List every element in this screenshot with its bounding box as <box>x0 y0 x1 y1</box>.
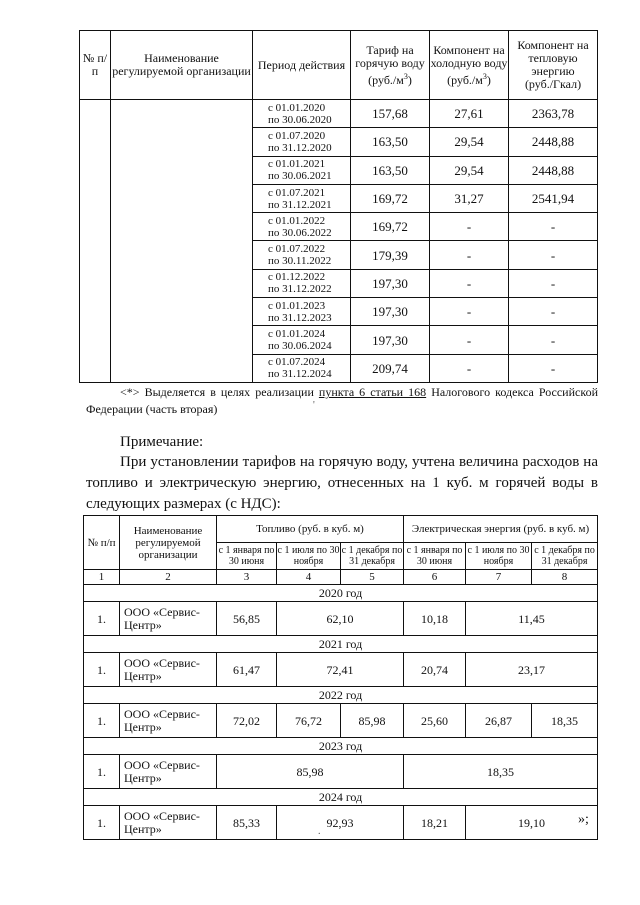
table-row <box>84 602 598 636</box>
elec-value: 26,87 <box>466 704 532 738</box>
header-heat <box>509 31 598 100</box>
year-label: 2022 год <box>84 687 598 704</box>
year-row <box>84 585 598 602</box>
org-name: ООО «Сервис-Центр» <box>120 653 217 687</box>
column-number: 6 <box>404 570 466 585</box>
header-tariff-unit: (руб./м <box>368 72 404 87</box>
tariff-table-header <box>80 31 598 100</box>
cold-value: 31,27 <box>430 184 509 212</box>
footnote-link[interactable]: пункта 6 статьи 168 <box>318 385 427 399</box>
fuel-value: 76,72 <box>277 704 341 738</box>
elec-value: 20,74 <box>404 653 466 687</box>
header-heat-unit: (руб./Гкал) <box>524 77 582 91</box>
tariff-value: 169,72 <box>351 184 430 212</box>
year-label: 2024 год <box>84 789 598 806</box>
costs-header-fuel: Топливо (руб. в куб. м) <box>217 516 404 543</box>
column-number: 5 <box>341 570 404 585</box>
header-tariff-main: Тариф на горячую воду <box>355 42 425 70</box>
footnote-suffix: Налогового кодекса Российской Федерации (часть вторая) <box>86 385 598 416</box>
heat-value: 2363,78 <box>509 100 598 128</box>
elec-value: 25,60 <box>404 704 466 738</box>
heat-value: 2541,94 <box>509 184 598 212</box>
cold-value: - <box>430 269 509 297</box>
tariff-value: 163,50 <box>351 156 430 184</box>
costs-header-row <box>84 516 598 543</box>
org-name: ООО «Сервис-Центр» <box>120 704 217 738</box>
row-number: 1. <box>84 806 120 840</box>
elec-value: 18,21 <box>404 806 466 840</box>
unit-sup: 3 <box>403 71 408 81</box>
period-header: с 1 июля по 30 ноября <box>277 543 341 570</box>
column-number: 2 <box>120 570 217 585</box>
heat-value: 2448,88 <box>509 156 598 184</box>
fuel-value: 61,47 <box>217 653 277 687</box>
period-cell: с 01.07.2022 по 30.11.2022 <box>253 241 351 269</box>
column-number: 4 <box>277 570 341 585</box>
period-cell: с 01.12.2022 по 31.12.2022 <box>253 269 351 297</box>
elec-value: 10,18 <box>404 602 466 636</box>
column-number: 1 <box>84 570 120 585</box>
tariff-value: 179,39 <box>351 241 430 269</box>
period-header: с 1 декабря по 31 декабря <box>532 543 598 570</box>
header-period: Период действия <box>253 31 351 100</box>
table-row <box>80 100 598 128</box>
costs-header-num: № п/п <box>84 516 120 570</box>
note-text: При установлении тарифов на горячую воду, учтена величина расходов на топливо и электрическую энергию, отнесенных на 1 куб. м горячей воды в следующих размерах (с НДС): <box>86 454 598 512</box>
tariff-value: 197,30 <box>351 298 430 326</box>
year-row <box>84 738 598 755</box>
cold-value: - <box>430 298 509 326</box>
org-name: ООО «Сервис-Центр» <box>120 602 217 636</box>
footnote <box>86 384 598 418</box>
period-cell: с 01.01.2021 по 30.06.2021 <box>253 156 351 184</box>
period-cell: с 01.01.2023 по 31.12.2023 <box>253 298 351 326</box>
scan-artifact: . <box>318 826 321 837</box>
row-number: 1. <box>84 755 120 789</box>
cold-value: - <box>430 354 509 382</box>
tariff-value: 157,68 <box>351 100 430 128</box>
heat-value: - <box>509 241 598 269</box>
header-tariff <box>351 31 430 100</box>
note-title: Примечание: <box>120 434 204 450</box>
year-label: 2023 год <box>84 738 598 755</box>
header-heat-main: Компонент на тепловую энергию <box>517 38 589 78</box>
cold-value: 29,54 <box>430 156 509 184</box>
column-number: 3 <box>217 570 277 585</box>
heat-value: - <box>509 269 598 297</box>
org-name: ООО «Сервис-Центр» <box>120 755 217 789</box>
header-num: № п/п <box>80 31 111 100</box>
period-header: с 1 января по 30 июня <box>404 543 466 570</box>
year-label: 2020 год <box>84 585 598 602</box>
period-cell: с 01.07.2024 по 31.12.2024 <box>253 354 351 382</box>
period-header: с 1 декабря по 31 декабря <box>341 543 404 570</box>
column-numbers-row <box>84 570 598 585</box>
empty-org-cell <box>111 100 253 383</box>
fuel-value: 56,85 <box>217 602 277 636</box>
table-row <box>84 806 598 840</box>
fuel-value: 62,10 <box>277 602 404 636</box>
footnote-prefix: <*> Выделяется в целях реализации <box>120 385 319 399</box>
unit-close: ) <box>486 72 491 87</box>
fuel-value: 92,93 <box>277 806 404 840</box>
table-row <box>84 755 598 789</box>
cold-value: - <box>430 213 509 241</box>
tariff-value: 197,30 <box>351 326 430 354</box>
costs-header-org: Наименование регулируемой организации <box>120 516 217 570</box>
tariff-value: 169,72 <box>351 213 430 241</box>
column-number: 7 <box>466 570 532 585</box>
table-row <box>84 653 598 687</box>
period-cell: с 01.07.2021 по 31.12.2021 <box>253 184 351 212</box>
elec-value: 18,35 <box>404 755 598 789</box>
cold-value: 27,61 <box>430 100 509 128</box>
scan-artifact: ' <box>313 400 315 411</box>
header-cold-unit: (руб./м <box>447 72 483 87</box>
row-number: 1. <box>84 704 120 738</box>
tariff-value: 209,74 <box>351 354 430 382</box>
unit-sup: 3 <box>482 71 487 81</box>
year-row <box>84 687 598 704</box>
header-cold <box>430 31 509 100</box>
elec-value: 19,10 <box>466 806 598 840</box>
fuel-value: 85,98 <box>341 704 404 738</box>
heat-value: 2448,88 <box>509 128 598 156</box>
fuel-value: 72,02 <box>217 704 277 738</box>
tariff-table <box>79 30 598 383</box>
year-row <box>84 636 598 653</box>
period-cell: с 01.07.2020 по 31.12.2020 <box>253 128 351 156</box>
row-number: 1. <box>84 602 120 636</box>
closing-quote: »; <box>578 812 589 827</box>
table-row <box>84 704 598 738</box>
period-cell: с 01.01.2022 по 30.06.2022 <box>253 213 351 241</box>
costs-table <box>83 515 598 840</box>
heat-value: - <box>509 326 598 354</box>
heat-value: - <box>509 213 598 241</box>
heat-value: - <box>509 354 598 382</box>
period-cell: с 01.01.2024 по 30.06.2024 <box>253 326 351 354</box>
year-label: 2021 год <box>84 636 598 653</box>
fuel-value: 72,41 <box>277 653 404 687</box>
cold-value: - <box>430 241 509 269</box>
period-header: с 1 января по 30 июня <box>217 543 277 570</box>
fuel-value: 85,98 <box>217 755 404 789</box>
unit-close: ) <box>407 72 412 87</box>
column-number: 8 <box>532 570 598 585</box>
cold-value: - <box>430 326 509 354</box>
fuel-value: 85,33 <box>217 806 277 840</box>
org-name: ООО «Сервис-Центр» <box>120 806 217 840</box>
empty-num-cell <box>80 100 111 383</box>
row-number: 1. <box>84 653 120 687</box>
tariff-value: 163,50 <box>351 128 430 156</box>
heat-value: - <box>509 298 598 326</box>
header-cold-main: Компонент на холодную воду <box>430 42 508 70</box>
header-org: Наименование регулируемой организации <box>111 31 253 100</box>
costs-header-elec: Электрическая энергия (руб. в куб. м) <box>404 516 598 543</box>
period-header: с 1 июля по 30 ноября <box>466 543 532 570</box>
elec-value: 11,45 <box>466 602 598 636</box>
year-row <box>84 789 598 806</box>
tariff-value: 197,30 <box>351 269 430 297</box>
cold-value: 29,54 <box>430 128 509 156</box>
elec-value: 18,35 <box>532 704 598 738</box>
elec-value: 23,17 <box>466 653 598 687</box>
period-cell: с 01.01.2020 по 30.06.2020 <box>253 100 351 128</box>
